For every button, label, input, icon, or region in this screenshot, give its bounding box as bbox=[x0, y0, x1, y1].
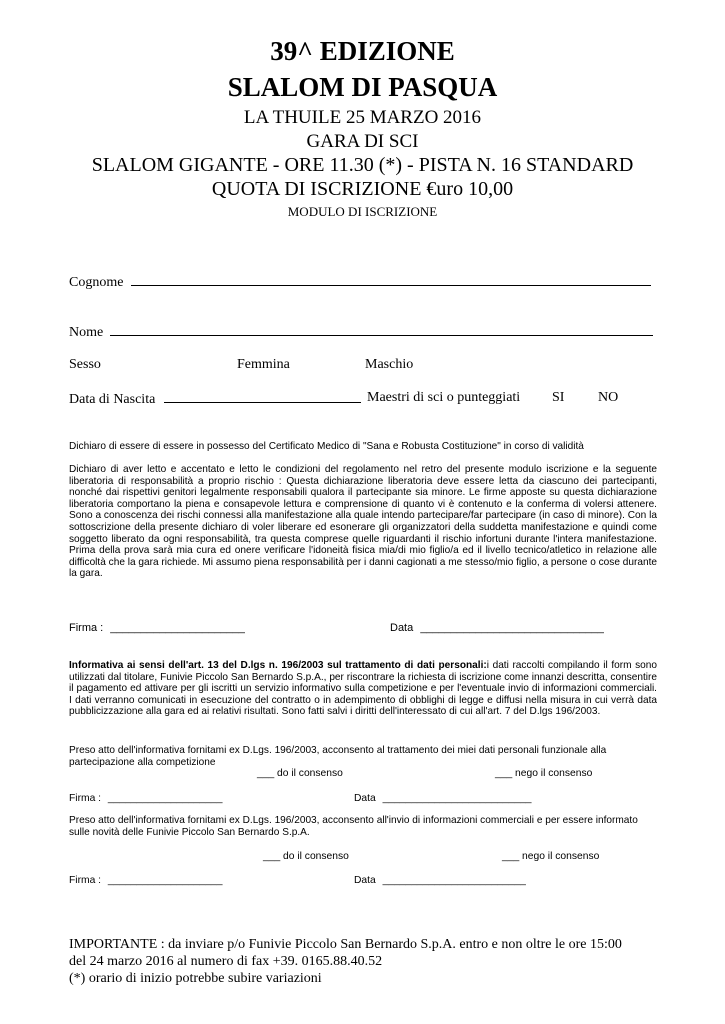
male-option[interactable]: Maschio bbox=[365, 357, 414, 372]
signature-line[interactable]: ____________________ bbox=[107, 875, 223, 886]
no-option[interactable]: NO bbox=[598, 390, 619, 405]
date-line[interactable]: _________________________ bbox=[382, 875, 526, 886]
date-label: Data bbox=[390, 622, 414, 634]
date-row-3 bbox=[354, 875, 526, 886]
schedule-note: (*) orario di inizio potrebbe subire variazioni bbox=[69, 971, 322, 986]
date-line[interactable]: ______________________________ bbox=[420, 622, 604, 634]
signature-line[interactable]: ______________________ bbox=[110, 622, 245, 634]
race-type: GARA DI SCI bbox=[306, 131, 419, 152]
signature-label: Firma : bbox=[69, 875, 102, 886]
dob-label: Data di Nascita bbox=[69, 392, 156, 407]
place-date: LA THUILE 25 MARZO 2016 bbox=[243, 107, 482, 128]
name-field[interactable] bbox=[110, 323, 653, 336]
date-label: Data bbox=[354, 875, 376, 886]
signature-row-3 bbox=[69, 875, 222, 886]
female-option[interactable]: Femmina bbox=[237, 357, 290, 372]
race-details: SLALOM GIGANTE - ORE 11.30 (*) - PISTA N. 16 STANDARD bbox=[91, 154, 634, 176]
signature-line[interactable]: ____________________ bbox=[107, 793, 223, 804]
yes-option[interactable]: SI bbox=[552, 390, 565, 405]
edition-title: 39^ EDIZIONE bbox=[270, 36, 455, 66]
signature-row-2 bbox=[69, 793, 222, 804]
date-row-2 bbox=[354, 793, 532, 804]
privacy-body: i dati raccolti compilando il form sono utilizzati dal titolare, Funivie Piccolo San Bernardo S.p.A., per riscontrare la richiesta di iscrizione come innanzi descritta, consentire il pagamento ed attivare per gli iscritti un servizio informativo sulla competizione e per l'eventuale invio di informazioni commerciali. I dati verranno comunicati in esecuzione del contratto o in adempimento di obblighi di legge e diffusi nella misura in cui verrà data pubblicizzazione alla gara ed ai relativi risultati. Sono fatti salvi i diritti dell'interessato di cui all'art. 7 del D.lgs 196/2003. bbox=[69, 660, 657, 718]
consent-text-1: Preso atto dell'informativa fornitami ex D.Lgs. 196/2003, acconsento al trattamento dei miei dati personali funzionale alla partecipazione alla competizione bbox=[69, 745, 607, 768]
form-title: MODULO DI ISCRIZIONE bbox=[287, 204, 438, 219]
consent-text-2: Preso atto dell'informativa fornitami ex D.Lgs. 196/2003, acconsento all'invio di informazioni commerciali e per essere informato sulle novità delle Funivie Piccolo San Bernardo S.p.A. bbox=[69, 815, 638, 838]
date-label: Data bbox=[354, 793, 376, 804]
deny-consent-2[interactable]: ___ nego il consenso bbox=[502, 851, 600, 862]
medical-declaration: Dichiaro di essere di essere in possesso del Certificato Medico di "Sana e Robusta Costituzione" in corso di validità bbox=[69, 441, 584, 452]
signature-row-1 bbox=[69, 622, 245, 634]
date-row-1 bbox=[390, 622, 604, 634]
dob-field[interactable] bbox=[164, 390, 361, 403]
privacy-notice bbox=[69, 660, 657, 718]
surname-row bbox=[69, 273, 651, 291]
signature-label: Firma : bbox=[69, 793, 102, 804]
signature-label: Firma : bbox=[69, 622, 104, 634]
give-consent-2[interactable]: ___ do il consenso bbox=[263, 851, 349, 862]
date-line[interactable]: __________________________ bbox=[382, 793, 532, 804]
privacy-title: Informativa ai sensi dell'art. 13 del D.lgs n. 196/2003 sul trattamento di dati personali: bbox=[69, 660, 487, 671]
important-note: IMPORTANTE : da inviare p/o Funivie Piccolo San Bernardo S.p.A. entro e non oltre le ore 15:00 bbox=[69, 937, 622, 952]
sex-label: Sesso bbox=[69, 357, 101, 372]
instructors-label: Maestri di sci o punteggiati bbox=[367, 390, 521, 405]
fax-note: del 24 marzo 2016 al numero di fax +39. 0165.88.40.52 bbox=[69, 954, 383, 969]
dob-row bbox=[69, 390, 361, 408]
deny-consent-1[interactable]: ___ nego il consenso bbox=[495, 768, 593, 779]
give-consent-1[interactable]: ___ do il consenso bbox=[257, 768, 343, 779]
entry-fee: QUOTA DI ISCRIZIONE €uro 10,00 bbox=[211, 178, 514, 200]
surname-field[interactable] bbox=[131, 273, 651, 286]
name-label: Nome bbox=[69, 325, 104, 340]
name-row bbox=[69, 323, 653, 341]
surname-label: Cognome bbox=[69, 275, 124, 290]
liability-waiver: Dichiaro di aver letto e accentato e letto le condizioni del regolamento nel retro del presente modulo iscrizione e la seguente liberatoria di responsabilità a proprio rischio : Questa dichiarazione liberatoria deve essere letta da ciascuno dei partecipanti, nonché dai rispettivi genitori legalmente responsabili qualora il partecipante sia minore. Le firme apposte su questa dichiarazione liberatoria comportano la piena e consapevole lettura e comprensione di quanto vi è contenuto e la conferma di volersi attenere. Sono a conoscenza dei rischi connessi alla manifestazione alla quale intendo partecipare/far partecipare (in caso di minore). Con la sottoscrizione della presente dichiaro di voler liberare ed esonerare gli organizzatori della suddetta manifestazione e quindi come soggetto liberato da ogni responsabilità, tra questa comprese quelle riguardanti il rischio infortuni durante l'intera manifestazione. Prima della prova sarà mia cura ed onere verificare l'idoneità fisica mia/di mio figlio/a ed il livello tecnico/atletico in relazione alle difficoltà che la gara richiede. Mi assumo piena responsabilità per i danni cagionati a me stesso/mio figlio, a persone o cose durante la gara. bbox=[69, 464, 657, 580]
event-title: SLALOM DI PASQUA bbox=[227, 72, 498, 102]
